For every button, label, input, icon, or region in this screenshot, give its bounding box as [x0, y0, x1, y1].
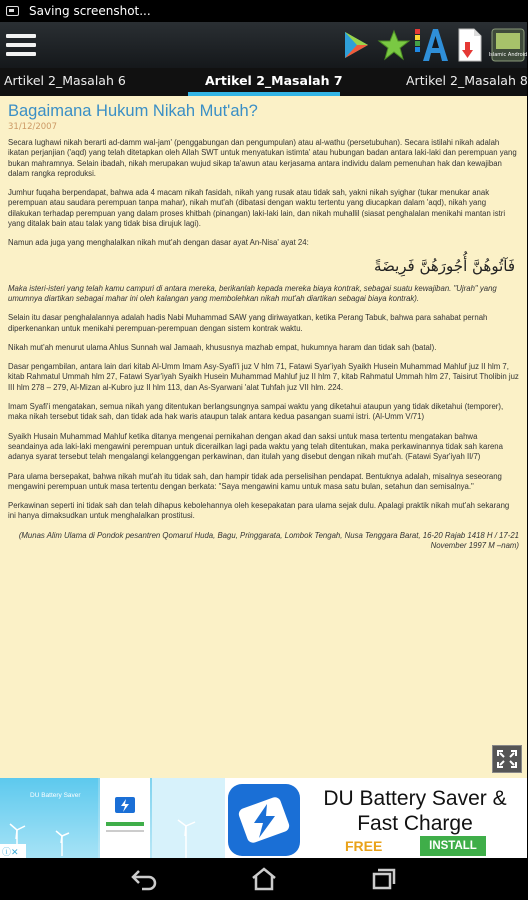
du-battery-app-icon [228, 784, 300, 856]
pdf-download-icon[interactable] [451, 22, 489, 68]
fullscreen-icon[interactable] [492, 745, 522, 773]
article-paragraph: Selain itu dasar penghalalannya adalah hadis Nabi Muhammad SAW yang diriwayatkan, ketika Perang Tabuk, bahwa para sahabat pernah diperkenankan untuk menikahi perempuan-perempuan dengan sistem kontrak waktu. [8, 313, 488, 333]
ad-install-button[interactable]: INSTALL [420, 836, 486, 856]
ad-thumb-3 [152, 778, 225, 858]
article-title: Bagaimana Hukum Nikah Mut'ah? [8, 102, 258, 120]
more-apps-icon[interactable] [489, 22, 527, 68]
action-bar [0, 22, 527, 68]
ad-screenshot-strip [0, 778, 225, 858]
star-icon[interactable] [375, 22, 413, 68]
article-paragraph: Secara lughawi nikah berarti ad-damm wal-jam' (penggabungan dan pengumpulan) atau al-wathu (persetubuhan). Secara istilahi nikah adalah ikatan perjanjian ('aqd) yang telah ditetapkan oleh Allah SWT untuk menyatukan istimta' atau hubungan badan antara laki-laki dan perempuan yang bukan mahramnya. Selain ibadah, nikah merupakan wujud sikap ta'awun atau kerjasama antara individu dalam pemenuhan hak dan kewajiban dalam rangka reproduksi. [8, 138, 517, 178]
article-paragraph: Nikah mut'ah menurut ulama Ahlus Sunnah wal Jamaah, khususnya mazhab empat, hukumnya haram dan tidak sah (batal). [8, 342, 437, 352]
arabic-verse: فَآتُوهُنَّ أُجُورَهُنَّ فَرِيضَةً [374, 256, 515, 275]
play-store-icon[interactable] [337, 22, 375, 68]
tab-artikel-2-masalah-6[interactable]: Artikel 2_Masalah 6 [4, 73, 126, 88]
ad-thumb-title: DU Battery Saver [30, 792, 81, 799]
article-content[interactable] [0, 96, 527, 778]
article-citation: (Munas Alim Ulama di Pondok pesantren Qomarul Huda, Bagu, Pringgarata, Lombok Tengah, Nusa Tenggara Barat, 16-20 Rajab 1418 H / 17-21 November 1997 M –nam) [18, 530, 519, 551]
article-paragraph: Syaikh Husain Muhammad Mahluf ketika ditanya mengenai pernikahan dengan akad dan saksi untuk masa tertentu mengatakan bahwa seandainya ada laki-laki mengawini perempuan untuk dicerailkan lagi pada waktu yang telah ditentukan, maka perkawinannya tidak sah karena adanya syarat tersebut telah mengalangi kelanggengan perkawinan, dan itulah yang disebut dengan nikah mut'ah. (Fatawi Syar'iyah II/7) [8, 431, 503, 462]
recents-icon[interactable] [364, 864, 404, 894]
article-paragraph: Perkawinan seperti ini tidak sah dan telah dihapus kebolehannya oleh kesepakatan para ulama sejak dulu. Apalagi praktik nikah mut'ah sekarang ini hanya dimaksudkan untuk menghalalkan prostitusi. [8, 501, 510, 521]
tab-strip [0, 68, 527, 96]
article-paragraph: Namun ada juga yang menghalalkan nikah mut'ah dengan dasar ayat An-Nisa' ayat 24: [8, 238, 309, 248]
ad-thumb-2 [100, 778, 150, 858]
font-icon[interactable] [413, 22, 451, 68]
back-icon[interactable] [124, 864, 164, 894]
navigation-bar [0, 858, 527, 900]
article-paragraph: Para ulama bersepakat, bahwa nikah mut'ah itu tidak sah, dan hampir tidak ada perselisihan pendapat. Bentuknya adalah, misalnya seseorang mengawini perempuan untuk masa tertentu dengan berkata: "Saya mengawini kamu untuk masa satu bulan, setahun dan semisalnya." [8, 471, 502, 491]
article-date: 31/12/2007 [8, 122, 57, 132]
screenshot-icon [6, 6, 19, 16]
more-apps-label: Islamic Android [488, 52, 528, 58]
article-paragraph: Imam Syafi'i mengatakan, semua nikah yang ditentukan berlangsungnya sampai waktu yang diketahui ataupun yang tidak diketahui (temporer), maka nikah tersebut tidak sah, dan tidak ada hak waris ataupun talak antara kedua pasangan suami istri. (Al-Umm V/71) [8, 402, 504, 422]
status-bar [0, 0, 527, 22]
verse-translation: Maka isteri-isteri yang telah kamu campuri di antara mereka, berikanlah kepada mereka biaya kontrak, sebagai suatu kewajiban. "Ujrah" yang umumnya diartikan sebagai mahar ini oleh kalangan yang membolehkan nikah mut'ah diartikan sebagai biaya kontrak). [8, 283, 497, 303]
action-bar-spacer [42, 22, 337, 68]
home-icon[interactable] [244, 864, 284, 894]
article-paragraph: Jumhur fuqaha berpendapat, bahwa ada 4 macam nikah fasidah, nikah yang rusak atau tidak sah, yakni nikah syighar (tukar menukar anak perempuan atau saudara perempuan tanpa mahar), nikah mut'ah (dibatasi dengan waktu tertentu yang diucapkan dalam 'aqd), nikah yang dilakukan terhadap perempuan yang dalam proses khitbah (pinangan) laki-laki lain, dan nikah muhallil (siasat penghalalan menikahi mantan istri yang ditalak bain atau talak yang tidak bisa dirujuk lagi). [8, 188, 506, 229]
ad-title: DU Battery Saver & Fast Charge [323, 787, 507, 835]
ad-banner[interactable] [0, 778, 527, 858]
ad-choices-icon[interactable]: ⓘ✕ [0, 844, 26, 858]
article-paragraph: Dasar pengambilan, antara lain dari kitab Al-Umm Imam Asy-Syafi'i juz V hlm 71, Fatawi Syar'iyah Syaikh Husein Muhammad Mahluf juz II hlm 7, kitab Rahmatul Ummah hlm 27, Fatawi Syar'iyah Syaikh Husein Muhammad Mahluf juz II hlm 7, kitab Rahmatul Ummah hlm 27, Taisirut Tholibin juz III hlm 278 – 279, Al-Mizan al-Kubro juz II hlm 113, dan As-Syarwani 'alat Tuhfah juz VII hlm. 224. [8, 362, 519, 392]
ad-free-label: FREE [345, 838, 383, 854]
status-notification-text: Saving screenshot... [29, 4, 151, 18]
menu-icon[interactable] [0, 22, 42, 68]
tab-artikel-2-masalah-7[interactable]: Artikel 2_Masalah 7 [205, 73, 343, 88]
tab-artikel-2-masalah-8[interactable]: Artikel 2_Masalah 8 [406, 73, 528, 88]
